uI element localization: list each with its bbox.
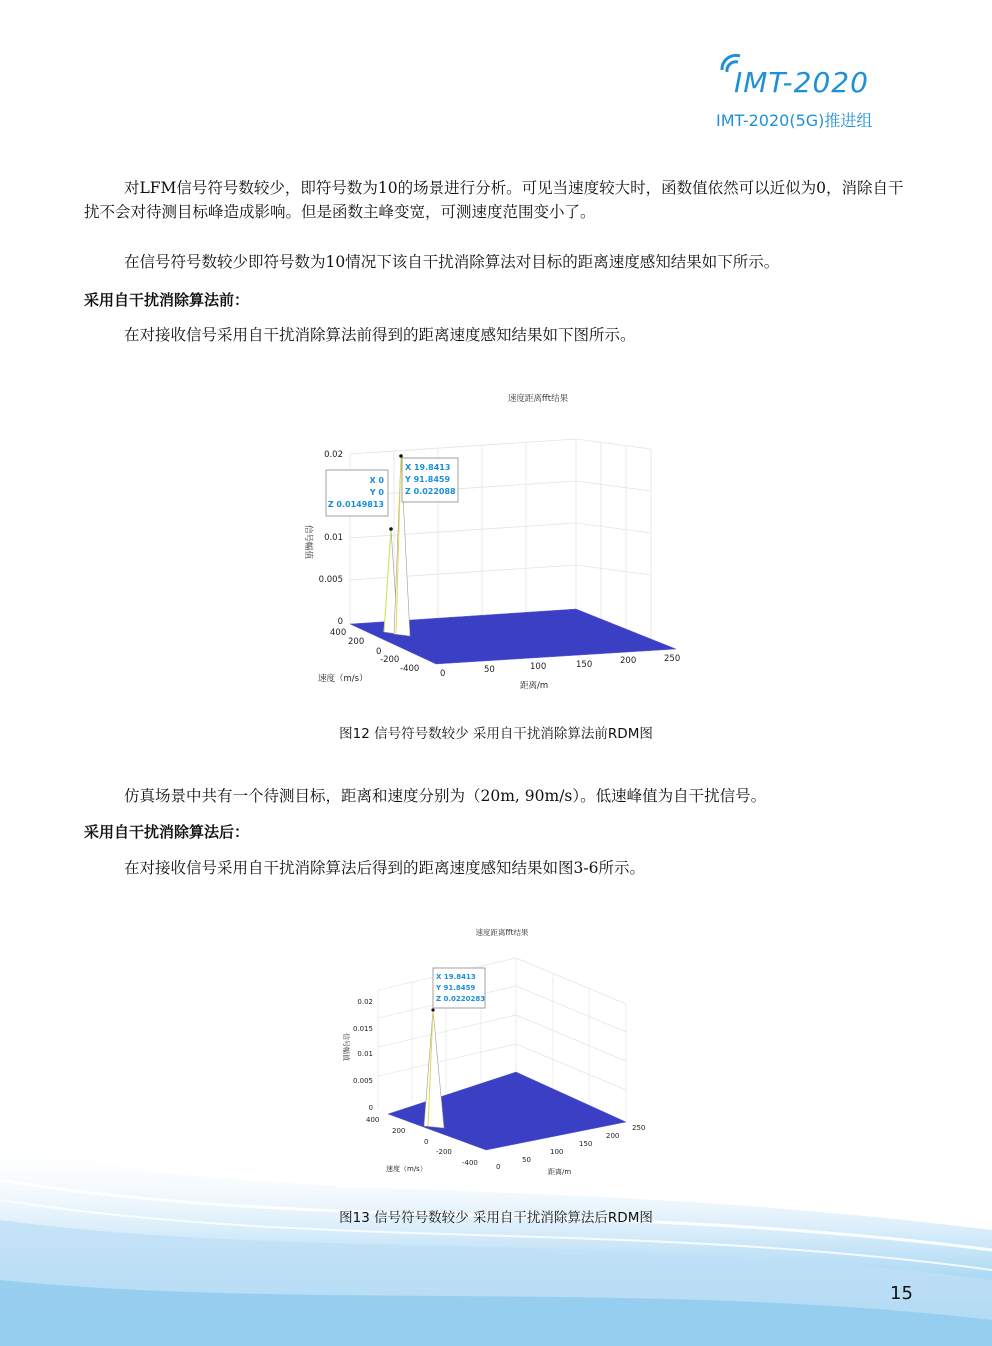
- figure-1-z-tick: 0: [337, 617, 343, 627]
- figure-1-y-tick: -400: [400, 664, 420, 674]
- figure-1-x-label: 距离/m: [520, 681, 549, 691]
- figure-2-x-tick: 0: [496, 1163, 501, 1171]
- figure-1-x-tick: 100: [530, 662, 547, 672]
- figure-2-y-tick: 0: [424, 1138, 429, 1146]
- figure-2-z-label: 信号幅值: [342, 1033, 350, 1061]
- figure-1-y-label: 速度（m/s）: [318, 674, 368, 684]
- figure-1-datatip-2: [402, 458, 458, 502]
- figure-1-title: 速度距离fft结果: [507, 394, 569, 404]
- wifi-logo-icon: [716, 48, 756, 78]
- figure-2-x-tick: 100: [550, 1148, 564, 1156]
- figure-1-tip2-z: Z 0.022088: [405, 487, 456, 496]
- figure-1-x-tick: 50: [484, 665, 495, 675]
- figure-2-x-tick: 50: [522, 1156, 531, 1164]
- paragraph-1: 对LFM信号符号数较少，即符号数为10的场景进行分析。可见当速度较大时，函数值依然可以近似为0，消除自干扰不会对待测目标峰造成影响。但是函数主峰变宽，可测速度范围变小了。: [84, 179, 904, 221]
- figure-2-z-tick: 0: [368, 1104, 373, 1112]
- logo-text: IMT-2020: [734, 66, 869, 99]
- figure-2-z-tick: 0.015: [352, 1025, 373, 1033]
- figure-1-x-tick: 250: [664, 654, 681, 664]
- figure-2-x-tick: 250: [632, 1124, 646, 1132]
- figure-2-tip-x: X 19.8413: [436, 973, 476, 981]
- figure-2-chart: [336, 922, 656, 1188]
- figure-2-y-tick: 400: [366, 1116, 380, 1124]
- figure-1-y-tick: 0: [376, 647, 382, 657]
- figure-1-x-tick: 200: [620, 656, 637, 666]
- figure-2-datatip: [433, 968, 485, 1008]
- figure-2-z-tick: 0.02: [357, 998, 373, 1006]
- figure-1-y-tick: -200: [380, 655, 400, 665]
- figure-1-z-label: 信号幅值: [303, 524, 313, 560]
- figure-2-y-tick: 200: [392, 1127, 406, 1135]
- figure-1-caption: 图12 信号符号数较少 采用自干扰消除算法前RDM图: [339, 726, 653, 742]
- paragraph-3: 在对接收信号采用自干扰消除算法前得到的距离速度感知结果如下图所示。: [124, 326, 636, 344]
- paragraph-5: 在对接收信号采用自干扰消除算法后得到的距离速度感知结果如图3-6所示。: [124, 859, 645, 877]
- figure-1-tip2-x: X 19.8413: [405, 463, 451, 472]
- logo-subtitle: IMT-2020(5G)推进组: [716, 111, 873, 130]
- figure-2-z-tick: 0.01: [357, 1050, 373, 1058]
- figure-2-y-tick: -200: [436, 1148, 452, 1156]
- figure-1-z-tick: 0.005: [318, 575, 343, 585]
- figure-2-y-tick: -400: [462, 1159, 478, 1167]
- figure-2-tip-z: Z 0.0220283: [436, 995, 486, 1003]
- figure-1-tip2-y: Y 91.8459: [405, 475, 451, 484]
- figure-1-chart: [296, 384, 696, 696]
- figure-1-z-tick: 0.01: [324, 533, 343, 543]
- figure-2-z-tick: 0.005: [352, 1077, 373, 1085]
- section-heading-after: 采用自干扰消除算法后：: [84, 823, 250, 841]
- figure-2-x-label: 距离/m: [548, 1168, 572, 1176]
- figure-1-tip1-y: Y 0: [369, 488, 384, 497]
- figure-2-y-label: 速度（m/s）: [386, 1165, 427, 1173]
- figure-1-tip1-z: Z 0.0149813: [327, 500, 384, 509]
- figure-1-tip1-x: X 0: [369, 476, 384, 485]
- figure-2-tip-y: Y 91.8459: [436, 984, 476, 992]
- figure-1-x-tick: 0: [440, 669, 446, 679]
- figure-1-x-tick: 150: [576, 660, 593, 670]
- section-heading-before: 采用自干扰消除算法前：: [84, 291, 250, 309]
- figure-1-z-tick: 0.02: [324, 450, 343, 460]
- figure-2-title: 速度距离fft结果: [475, 928, 529, 937]
- figure-1-datatip-1: [326, 470, 388, 516]
- page-number: 15: [890, 1283, 913, 1304]
- paragraph-4: 仿真场景中共有一个待测目标，距离和速度分别为（20m, 90m/s）。低速峰值为自干扰信号。: [124, 787, 767, 805]
- figure-2-x-tick: 200: [606, 1132, 620, 1140]
- paragraph-2: 在信号符号数较少即符号数为10情况下该自干扰消除算法对目标的距离速度感知结果如下所示。: [124, 253, 780, 271]
- figure-2-caption: 图13 信号符号数较少 采用自干扰消除算法后RDM图: [339, 1210, 653, 1226]
- figure-2-x-tick: 150: [579, 1140, 593, 1148]
- figure-1-y-tick: 200: [348, 637, 365, 647]
- figure-1-y-tick: 400: [330, 628, 347, 638]
